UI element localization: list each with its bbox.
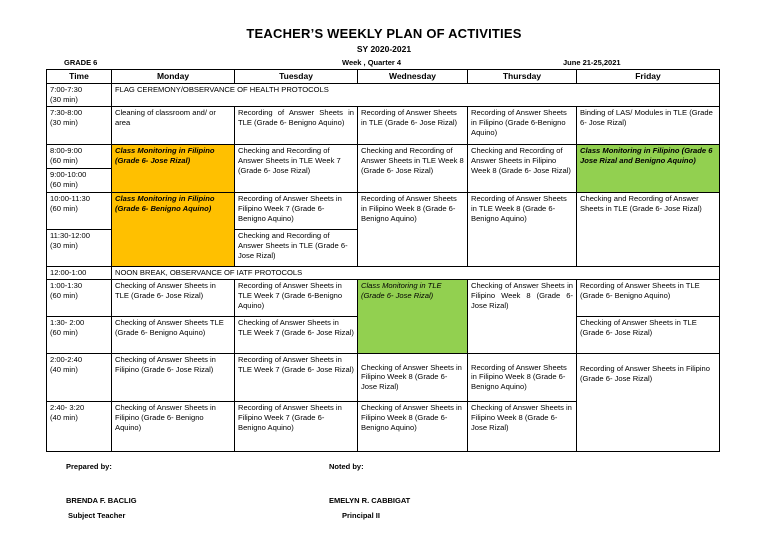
time-cell: 12:00-1:00	[47, 267, 112, 280]
weekly-plan-table	[46, 69, 720, 452]
time-cell: 11:30-12:00 (30 min)	[47, 230, 112, 267]
activity-cell: Checking and Recording of Answer Sheets in TLE Week 7 (Grade 6- Jose Rizal)	[235, 145, 358, 193]
activity-cell: Recording of Answer Sheets in Filipino Week 8 (Grade 6- Benigno Aquino)	[358, 193, 468, 267]
activity-cell: Checking of Answer Sheets in TLE Week 7 (Grade 6- Jose Rizal)	[235, 316, 358, 353]
activity-cell: Checking and Recording of Answer Sheets in TLE (Grade 6- Jose Rizal)	[577, 193, 720, 267]
activity-cell: Checking of Answer Sheets in TLE (Grade 6- Jose Rizal)	[112, 279, 235, 316]
column-header: Wednesday	[358, 70, 468, 84]
column-header: Time	[47, 70, 112, 84]
activity-cell: Recording of Answer Sheets in Filipino Week 7 (Grade 6- Benigno Aquino)	[235, 193, 358, 230]
column-header: Friday	[577, 70, 720, 84]
time-cell: 7:30-8:00 (30 min)	[47, 107, 112, 145]
activity-cell: Checking of Answer Sheets TLE (Grade 6- Benigno Aquino)	[112, 316, 235, 353]
teacher-name: BRENDA F. BACLIG	[66, 496, 137, 505]
school-year: SY 2020-2021	[356, 44, 412, 54]
activity-cell: Checking and Recording of Answer Sheets in TLE Week 8 (Grade 6- Jose Rizal)	[358, 145, 468, 193]
activity-cell: Recording of Answer Sheets in TLE (Grade 6- Benigno Aquino)	[577, 279, 720, 316]
time-cell: 2:00-2:40 (40 min)	[47, 353, 112, 401]
activity-cell: Checking of Answer Sheets in Filipino Week 8 (Grade 6- Jose Rizal)	[468, 401, 577, 451]
table-row	[47, 145, 720, 169]
time-cell: 9:00-10:00 (60 min)	[47, 169, 112, 193]
time-cell: 1:30- 2:00 (60 min)	[47, 316, 112, 353]
activity-cell: Checking and Recording of Answer Sheets in Filipino Week 8 (Grade 6- Jose Rizal)	[468, 145, 577, 193]
column-header: Monday	[112, 70, 235, 84]
activity-cell-highlighted: Class Monitoring in TLE (Grade 6- Jose Rizal)	[358, 279, 468, 353]
table-row	[47, 193, 720, 230]
table-row	[47, 353, 720, 401]
activity-cell: Recording of Answer Sheets in TLE Week 7 (Grade 6-Benigno Aquino)	[235, 279, 358, 316]
activity-cell: Checking and Recording of Answer Sheets in TLE (Grade 6- Jose Rizal)	[235, 230, 358, 267]
header-row	[47, 70, 720, 84]
activity-cell: Recording of Answer Sheets in TLE (Grade 6- Benigno Aquino)	[235, 107, 358, 145]
week-quarter-label: Week , Quarter 4	[342, 58, 402, 67]
table-row	[47, 84, 720, 107]
date-range-label: June 21-25,2021	[563, 58, 621, 67]
activity-cell: Checking of Answer Sheets in Filipino Week 8 (Grade 6- Benigno Aquino)	[358, 401, 468, 451]
noted-by-label: Noted by:	[329, 462, 364, 471]
flag-ceremony-cell: FLAG CEREMONY/OBSERVANCE OF HEALTH PROTOCOLS	[112, 84, 720, 107]
activity-cell: Binding of LAS/ Modules in TLE (Grade 6- Jose Rizal)	[577, 107, 720, 145]
time-cell: 7:00-7:30 (30 min)	[47, 84, 112, 107]
grade-label: GRADE 6	[64, 58, 98, 67]
table-row	[47, 279, 720, 316]
activity-cell-highlighted: Class Monitoring in Filipino (Grade 6 Jose Rizal and Benigno Aquino)	[577, 145, 720, 193]
time-cell: 8:00-9:00 (60 min)	[47, 145, 112, 169]
activity-cell: Recording of Answer Sheets in TLE Week 7 (Grade 6- Jose Rizal)	[235, 353, 358, 401]
column-header: Thursday	[468, 70, 577, 84]
activity-cell: Checking of Answer Sheets in Filipino Week 8 (Grade 6- Jose Rizal)	[358, 353, 468, 401]
activity-cell: Cleaning of classroom and/ or area	[112, 107, 235, 145]
time-cell: 2:40- 3:20 (40 min)	[47, 401, 112, 451]
activity-cell: Checking of Answer Sheets in Filipino Week 8 (Grade 6- Jose Rizal)	[468, 279, 577, 353]
table-row	[47, 267, 720, 280]
activity-cell-highlighted: Class Monitoring in Filipino (Grade 6- Jose Rizal)	[112, 145, 235, 193]
activity-cell: Recording of Answer Sheets in TLE (Grade 6- Jose Rizal)	[358, 107, 468, 145]
time-cell: 10:00-11:30 (60 min)	[47, 193, 112, 230]
principal-role: Principal II	[342, 511, 380, 520]
activity-cell: Recording of Answer Sheets in Filipino (Grade 6-Benigno Aquino)	[468, 107, 577, 145]
activity-cell: Checking of Answer Sheets in Filipino (Grade 6- Jose Rizal)	[112, 353, 235, 401]
time-cell: 1:00-1:30 (60 min)	[47, 279, 112, 316]
noon-break-cell: NOON BREAK, OBSERVANCE OF IATF PROTOCOLS	[112, 267, 720, 280]
activity-cell: Recording of Answer Sheets in TLE Week 8 (Grade 6- Benigno Aquino)	[468, 193, 577, 267]
activity-cell: Checking of Answer Sheets in TLE (Grade 6- Jose Rizal)	[577, 316, 720, 353]
principal-name: EMELYN R. CABBIGAT	[329, 496, 411, 505]
page-title: TEACHER’S WEEKLY PLAN OF ACTIVITIES	[246, 26, 522, 41]
activity-cell-highlighted: Class Monitoring in Filipino (Grade 6- Benigno Aquino)	[112, 193, 235, 267]
activity-cell: Recording of Answer Sheets in Filipino Week 7 (Grade 6- Benigno Aquino)	[235, 401, 358, 451]
prepared-by-label: Prepared by:	[66, 462, 112, 471]
activity-cell: Checking of Answer Sheets in Filipino (Grade 6- Benigno Aquino)	[112, 401, 235, 451]
activity-cell: Recording of Answer Sheets in Filipino Week 8 (Grade 6- Benigno Aquino)	[468, 353, 577, 401]
activity-cell: Recording of Answer Sheets in Filipino (Grade 6- Jose Rizal)	[577, 353, 720, 451]
table-row	[47, 107, 720, 145]
teacher-role: Subject Teacher	[68, 511, 126, 520]
column-header: Tuesday	[235, 70, 358, 84]
